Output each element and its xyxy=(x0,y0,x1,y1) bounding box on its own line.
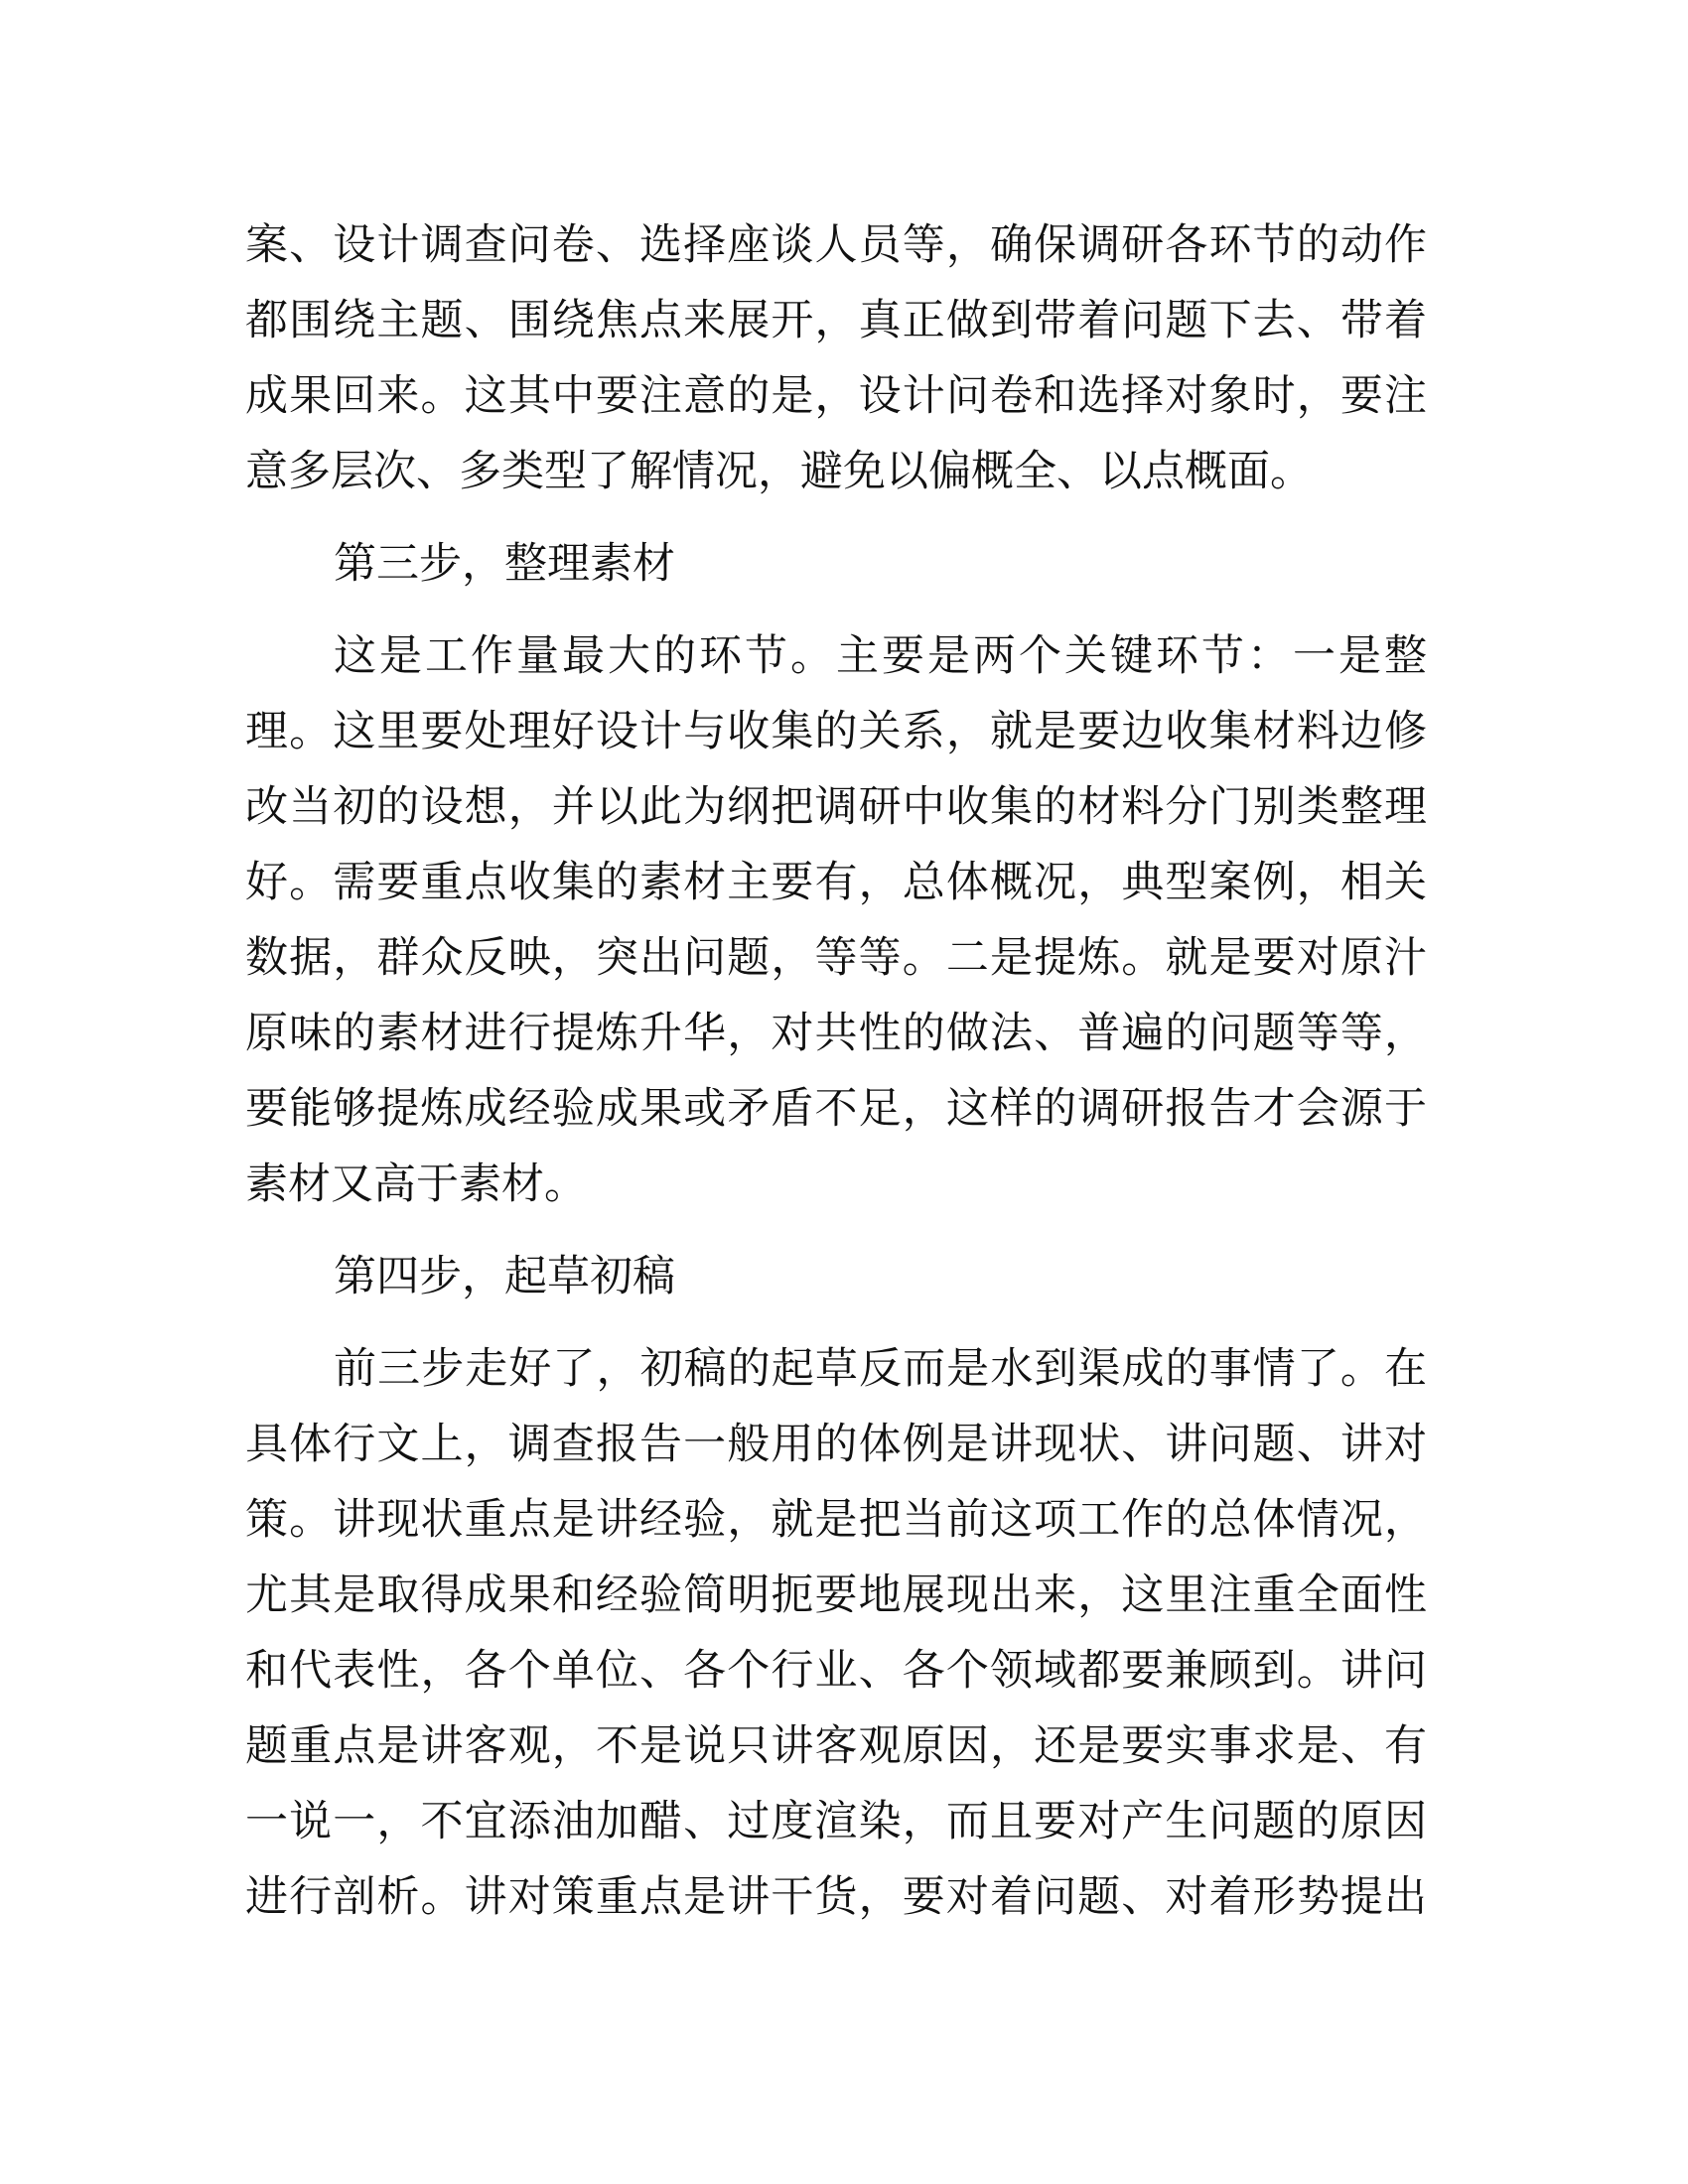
text-line: 具体行文上，调查报告一般用的体例是讲现状、讲问题、讲对 xyxy=(245,1420,1427,1469)
paragraph xyxy=(245,1331,1427,1935)
section-heading xyxy=(245,1239,1427,1314)
text-line: 前三步走好了，初稿的起草反而是水到渠成的事情了。在 xyxy=(334,1344,1427,1394)
text-line: 第三步，整理素材 xyxy=(334,539,675,589)
text-line: 改当初的设想，并以此为纲把调研中收集的材料分门别类整理 xyxy=(245,782,1427,832)
paragraph xyxy=(245,207,1427,509)
text-line: 一说一，不宜添油加醋、过度渲染，而且要对产生问题的原因 xyxy=(245,1797,1427,1846)
text-line: 都围绕主题、围绕焦点来展开，真正做到带着问题下去、带着 xyxy=(245,296,1427,345)
text-line: 案、设计调查问卷、选择座谈人员等，确保调研各环节的动作 xyxy=(245,220,1427,270)
text-line: 策。讲现状重点是讲经验，就是把当前这项工作的总体情况， xyxy=(245,1495,1427,1545)
text-line: 成果回来。这其中要注意的是，设计问卷和选择对象时，要注 xyxy=(245,371,1427,421)
text-line: 这是工作量最大的环节。主要是两个关键环节：一是整 xyxy=(334,631,1427,681)
paragraph xyxy=(245,618,1427,1222)
text-line: 和代表性，各个单位、各个行业、各个领域都要兼顾到。讲问 xyxy=(245,1646,1427,1696)
text-line: 素材又高于素材。 xyxy=(245,1160,587,1209)
text-line: 尤其是取得成果和经验简明扼要地展现出来，这里注重全面性 xyxy=(245,1570,1427,1620)
text-line: 题重点是讲客观，不是说只讲客观原因，还是要实事求是、有 xyxy=(245,1721,1427,1771)
section-heading xyxy=(245,526,1427,602)
text-line: 好。需要重点收集的素材主要有，总体概况，典型案例，相关 xyxy=(245,858,1427,907)
text-line: 要能够提炼成经验成果或矛盾不足，这样的调研报告才会源于 xyxy=(245,1084,1427,1134)
text-line: 理。这里要处理好设计与收集的关系，就是要边收集材料边修 xyxy=(245,707,1427,756)
text-line: 原味的素材进行提炼升华，对共性的做法、普遍的问题等等， xyxy=(245,1009,1427,1058)
text-line: 第四步，起草初稿 xyxy=(334,1252,675,1301)
text-line: 意多层次、多类型了解情况，避免以偏概全、以点概面。 xyxy=(245,447,1313,496)
document-body xyxy=(245,207,1427,1952)
text-line: 进行剖析。讲对策重点是讲干货，要对着问题、对着形势提出 xyxy=(245,1872,1427,1922)
text-line: 数据，群众反映，突出问题，等等。二是提炼。就是要对原汁 xyxy=(245,933,1427,983)
